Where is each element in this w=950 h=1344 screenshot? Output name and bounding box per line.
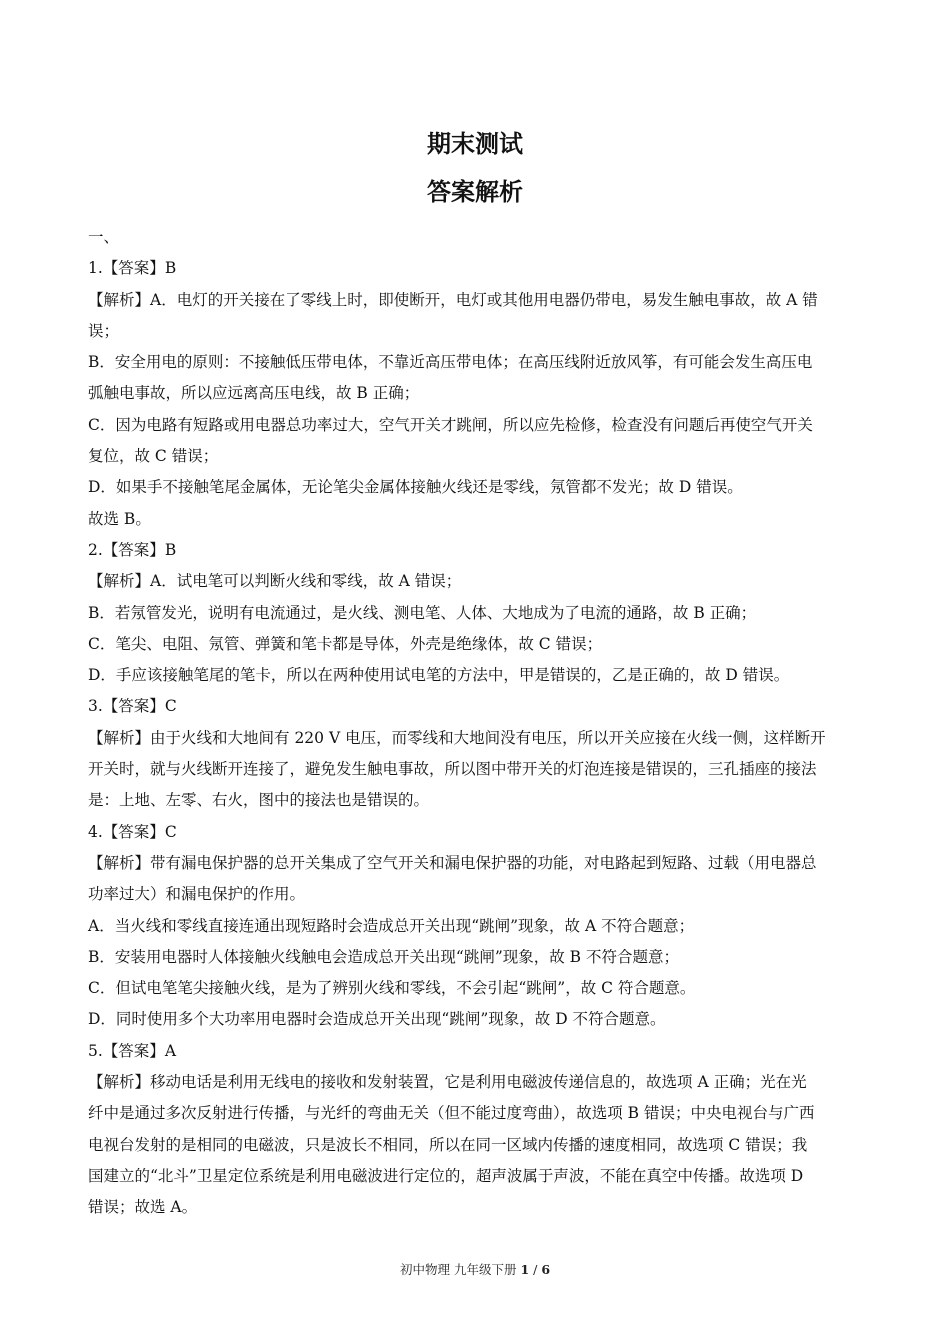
analysis-text: D．手应该接触笔尾的笔卡，所以在两种使用试电笔的方法中，甲是错误的，乙是正确的，故 D 错误。 (88, 666, 790, 685)
analysis-line (88, 1130, 866, 1161)
analysis-text: D．如果手不接触笔尾金属体，无论笔尖金属体接触火线还是零线，氖管都不发光；故 D 错误。 (88, 478, 743, 497)
analysis-line (88, 472, 866, 503)
answer-line (88, 253, 866, 284)
analysis-line (88, 504, 866, 535)
analysis-text: 是：上地、左零、右火，图中的接法也是错误的。 (88, 791, 430, 810)
analysis-text: 误； (88, 321, 120, 340)
question-number: 4. (88, 822, 103, 841)
question-block (88, 691, 866, 816)
answer-line (88, 817, 866, 848)
analysis-text: B．安装用电器时人体接触火线触电会造成总开关出现“跳闸”现象，故 B 不符合题意； (88, 947, 679, 966)
answer-value: C (164, 697, 177, 716)
analysis-tag: 【解析】 (88, 1073, 151, 1092)
analysis-text: C．因为电路有短路或用电器总功率过大，空气开关才跳闸，所以应先检修，检查没有问题后再使空气开关 (88, 415, 813, 434)
analysis-line (88, 566, 866, 597)
answer-body (88, 222, 866, 1224)
analysis-line (88, 1192, 866, 1223)
answer-tag: 【答案】 (102, 822, 165, 841)
analysis-line (88, 1161, 866, 1192)
analysis-line (88, 441, 866, 472)
analysis-tag: 【解析】 (88, 728, 151, 747)
analysis-line (88, 1004, 866, 1035)
analysis-text: 错误；故选 A。 (88, 1198, 198, 1217)
analysis-text: 电视台发射的是相同的电磁波，只是波长不相同，所以在同一区域内传播的速度相同，故选项 C 错误；我 (88, 1135, 808, 1154)
analysis-text: 纤中是通过多次反射进行传播，与光纤的弯曲无关（但不能过度弯曲），故选项 B 错误；中央电视台与广西 (88, 1104, 815, 1123)
footer-text: 初中物理 九年级下册 (399, 1262, 521, 1277)
answer-tag: 【答案】 (102, 540, 165, 559)
question-number: 3. (88, 697, 103, 716)
analysis-line (88, 285, 866, 316)
question-list (88, 253, 866, 1223)
analysis-text: 开关时，就与火线断开连接了，避免发生触电事故，所以图中带开关的灯泡连接是错误的，三孔插座的接法 (88, 760, 817, 779)
analysis-tag: 【解析】 (88, 572, 151, 591)
answer-line (88, 691, 866, 722)
analysis-text: 功率过大）和漏电保护的作用。 (88, 885, 306, 904)
page-title: 期末测试 (427, 130, 523, 158)
analysis-text: A．试电笔可以判断火线和零线，故 A 错误； (150, 572, 462, 591)
footer-page-total: 6 (541, 1262, 551, 1277)
analysis-text: 带有漏电保护器的总开关集成了空气开关和漏电保护器的功能，对电路起到短路、过载（用电器总 (150, 853, 817, 872)
analysis-text: 故选 B。 (88, 509, 151, 528)
answer-line (88, 1036, 866, 1067)
analysis-text: 移动电话是利用无线电的接收和发射装置，它是利用电磁波传递信息的，故选项 A 正确；光在光 (150, 1073, 807, 1092)
analysis-line (88, 848, 866, 879)
analysis-line (88, 973, 866, 1004)
question-block (88, 1036, 866, 1224)
analysis-text: 国建立的“北斗”卫星定位系统是利用电磁波进行定位的，超声波属于声波，不能在真空中传播。故选项 D (88, 1166, 804, 1185)
question-block (88, 817, 866, 1036)
question-block (88, 535, 866, 691)
analysis-text: B．安全用电的原则：不接触低压带电体，不靠近高压带电体；在高压线附近放风筝，有可能会发生高压电 (88, 353, 813, 372)
analysis-tag: 【解析】 (88, 290, 151, 309)
analysis-text: D．同时使用多个大功率用电器时会造成总开关出现“跳闸”现象，故 D 不符合题意。 (88, 1010, 666, 1029)
answer-tag: 【答案】 (102, 259, 165, 278)
answer-tag: 【答案】 (102, 697, 165, 716)
section-heading: 一、 (88, 228, 120, 246)
analysis-text: C．笔尖、电阻、氖管、弹簧和笔卡都是导体，外壳是绝缘体，故 C 错误； (88, 634, 603, 653)
analysis-line (88, 660, 866, 691)
analysis-line (88, 316, 866, 347)
analysis-line (88, 1067, 866, 1098)
analysis-line (88, 347, 866, 378)
analysis-line (88, 410, 866, 441)
question-block (88, 253, 866, 535)
footer-separator: / (529, 1262, 542, 1277)
analysis-text: 由于火线和大地间有 220 V 电压，而零线和大地间没有电压，所以开关应接在火线一侧，这样断开 (150, 728, 826, 747)
analysis-line (88, 785, 866, 816)
question-number: 5. (88, 1041, 103, 1060)
analysis-text: C．但试电笔笔尖接触火线，是为了辨别火线和零线，不会引起“跳闸”，故 C 符合题意。 (88, 979, 696, 998)
question-number: 1. (88, 259, 103, 278)
analysis-line (88, 1098, 866, 1129)
analysis-line (88, 723, 866, 754)
analysis-tag: 【解析】 (88, 853, 151, 872)
analysis-line (88, 378, 866, 409)
footer-page-number: 1 (520, 1262, 530, 1277)
analysis-line (88, 598, 866, 629)
analysis-text: 弧触电事故，所以应远离高压电线，故 B 正确； (88, 384, 420, 403)
analysis-line (88, 629, 866, 660)
answer-value: A (164, 1041, 177, 1060)
answer-value: C (164, 822, 177, 841)
analysis-text: B．若氖管发光，说明有电流通过，是火线、测电笔、人体、大地成为了电流的通路，故 B 正确； (88, 603, 757, 622)
analysis-line (88, 942, 866, 973)
answer-tag: 【答案】 (102, 1041, 165, 1060)
analysis-line (88, 754, 866, 785)
question-number: 2. (88, 540, 103, 559)
analysis-text: A．电灯的开关接在了零线上时，即使断开，电灯或其他用电器仍带电，易发生触电事故，故 A 错 (150, 290, 818, 309)
analysis-line (88, 879, 866, 910)
page-footer (0, 1260, 950, 1278)
answer-line (88, 535, 866, 566)
analysis-text: 复位，故 C 错误； (88, 447, 219, 466)
page-subtitle: 答案解析 (427, 178, 523, 206)
analysis-line (88, 911, 866, 942)
answer-value: B (164, 540, 177, 559)
analysis-text: A．当火线和零线直接连通出现短路时会造成总开关出现“跳闸”现象，故 A 不符合题意； (88, 916, 695, 935)
answer-value: B (164, 259, 177, 278)
